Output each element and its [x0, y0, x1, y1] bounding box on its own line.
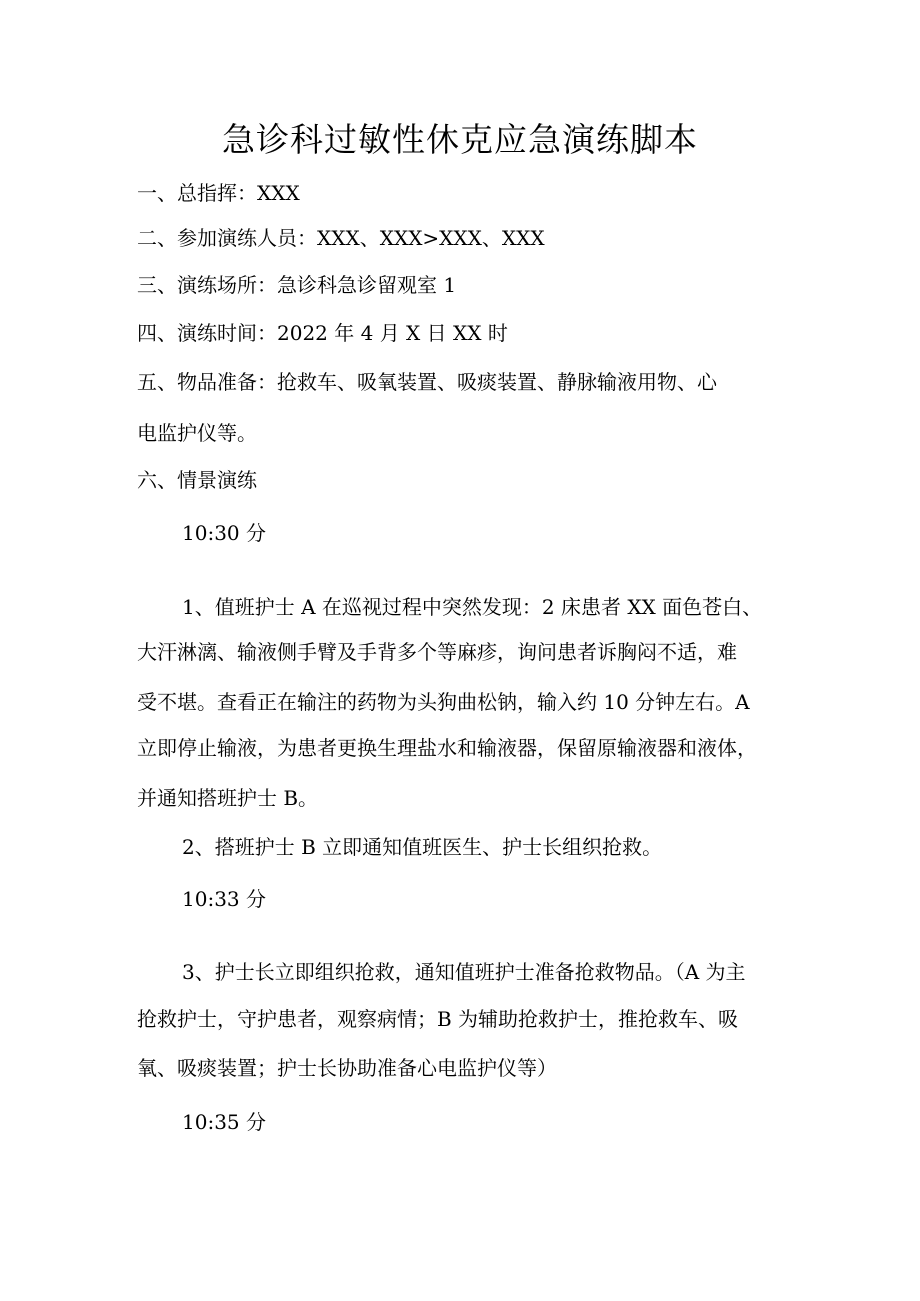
step-3-line-3: 氧、吸痰装置；护士长协助准备心电监护仪等）: [137, 1056, 557, 1080]
scenario-heading: 六、情景演练: [137, 468, 257, 492]
timestamp-1035: 10:35 分: [182, 1110, 266, 1134]
step-1-line-3: 受不堪。查看正在输注的药物为头狗曲松钠，输入约 10 分钟左右。A: [137, 690, 750, 714]
commander-line: 一、总指挥：XXX: [137, 181, 300, 205]
step-1-line-2: 大汗淋漓、输液侧手臂及手背多个等麻疹，询问患者诉胸闷不适，难: [137, 640, 737, 664]
time-line: 四、演练时间：2022 年 4 月 X 日 XX 时: [137, 321, 508, 345]
step-1-line-1: 1、值班护士 A 在巡视过程中突然发现：2 床患者 XX 面色苍白、: [182, 595, 763, 619]
step-2-line: 2、搭班护士 B 立即通知值班医生、护士长组织抢救。: [182, 835, 663, 859]
timestamp-1030: 10:30 分: [182, 521, 266, 545]
document-title: 急诊科过敏性休克应急演练脚本: [222, 120, 698, 159]
supplies-line-2: 电监护仪等。: [137, 421, 257, 445]
step-3-line-2: 抢救护士，守护患者，观察病情；B 为辅助抢救护士，推抢救车、吸: [137, 1007, 739, 1031]
step-3-line-1: 3、护士长立即组织抢救，通知值班护士准备抢救物品。（A 为主: [182, 960, 746, 984]
step-1-line-4: 立即停止输液，为患者更换生理盐水和输液器，保留原输液器和液体，: [137, 736, 757, 760]
supplies-line-1: 五、物品准备：抢救车、吸氧装置、吸痰装置、静脉输液用物、心: [137, 370, 717, 394]
location-line: 三、演练场所：急诊科急诊留观室 1: [137, 273, 457, 297]
step-1-line-5: 并通知搭班护士 B。: [137, 786, 319, 810]
participants-line: 二、参加演练人员：XXX、XXX>XXX、XXX: [137, 226, 545, 250]
timestamp-1033: 10:33 分: [182, 887, 266, 911]
